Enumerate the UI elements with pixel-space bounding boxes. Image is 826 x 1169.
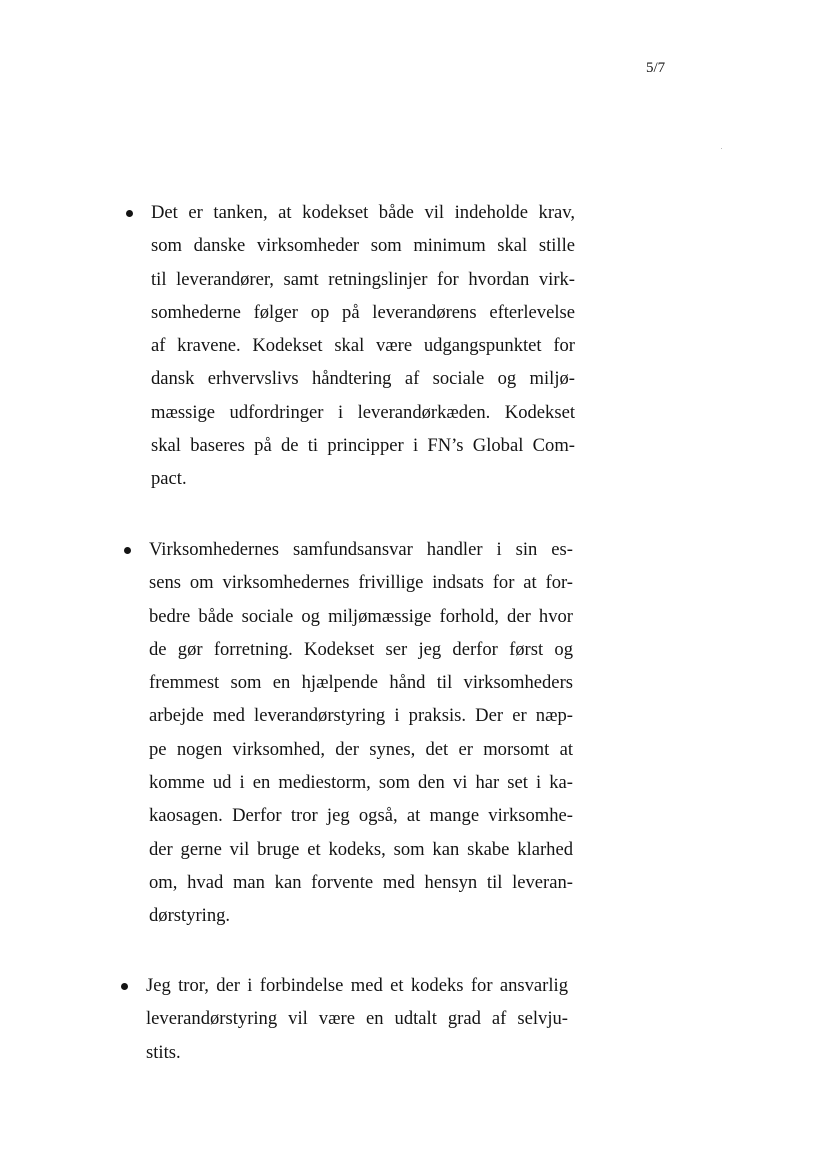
text-line: de gør forretning. Kodekset ser jeg derfor først og <box>149 638 573 660</box>
text-line: pe nogen virksomhed, der synes, det er morsomt at <box>149 738 573 760</box>
text-line: til leverandører, samt retningslinjer for hvordan virk- <box>151 268 575 290</box>
bullet-icon <box>124 547 131 554</box>
bullet-icon <box>121 983 128 990</box>
text-line: sens om virksomhedernes frivillige indsats for at for- <box>149 572 573 594</box>
bullet-item-2 <box>149 533 573 933</box>
text-line: mæssige udfordringer i leverandørkæden. Kodekset <box>151 401 575 423</box>
text-line: komme ud i en mediestorm, som den vi har set i ka- <box>149 772 573 794</box>
text-line: fremmest som en hjælpende hånd til virksomheders <box>149 672 573 694</box>
bullet-item-3 <box>146 969 568 1069</box>
bullet-item-1 <box>151 196 575 496</box>
text-line: leverandørstyring vil være en udtalt grad af selvju- <box>146 1008 568 1030</box>
text-line: der gerne vil bruge et kodeks, som kan skabe klarhed <box>149 838 573 860</box>
text-line: Jeg tror, der i forbindelse med et kodeks for ansvarlig <box>146 975 568 996</box>
text-line: kaosagen. Derfor tror jeg også, at mange virksomhe- <box>149 805 573 827</box>
text-line: Virksomhedernes samfundsansvar handler i sin es- <box>149 539 573 560</box>
text-line: dørstyring. <box>149 905 231 927</box>
text-line: af kravene. Kodekset skal være udgangspunktet for <box>151 335 575 357</box>
scan-speck <box>721 148 722 149</box>
text-line: bedre både sociale og miljømæssige forhold, der hvor <box>149 605 573 627</box>
text-line: pact. <box>151 468 187 490</box>
text-line: somhederne følger op på leverandørens efterlevelse <box>151 301 575 323</box>
text-line: stits. <box>146 1041 181 1063</box>
text-line: om, hvad man kan forvente med hensyn til leveran- <box>149 871 573 893</box>
bullet-icon <box>126 210 133 217</box>
text-line: dansk erhvervslivs håndtering af sociale og miljø- <box>151 368 575 390</box>
text-line: Det er tanken, at kodekset både vil indeholde krav, <box>151 202 575 223</box>
text-line: arbejde med leverandørstyring i praksis. Der er næp- <box>149 705 573 727</box>
page-number: 5/7 <box>646 60 666 76</box>
text-line: som danske virksomheder som minimum skal stille <box>151 235 575 257</box>
text-line: skal baseres på de ti principper i FN’s Global Com- <box>151 435 575 457</box>
